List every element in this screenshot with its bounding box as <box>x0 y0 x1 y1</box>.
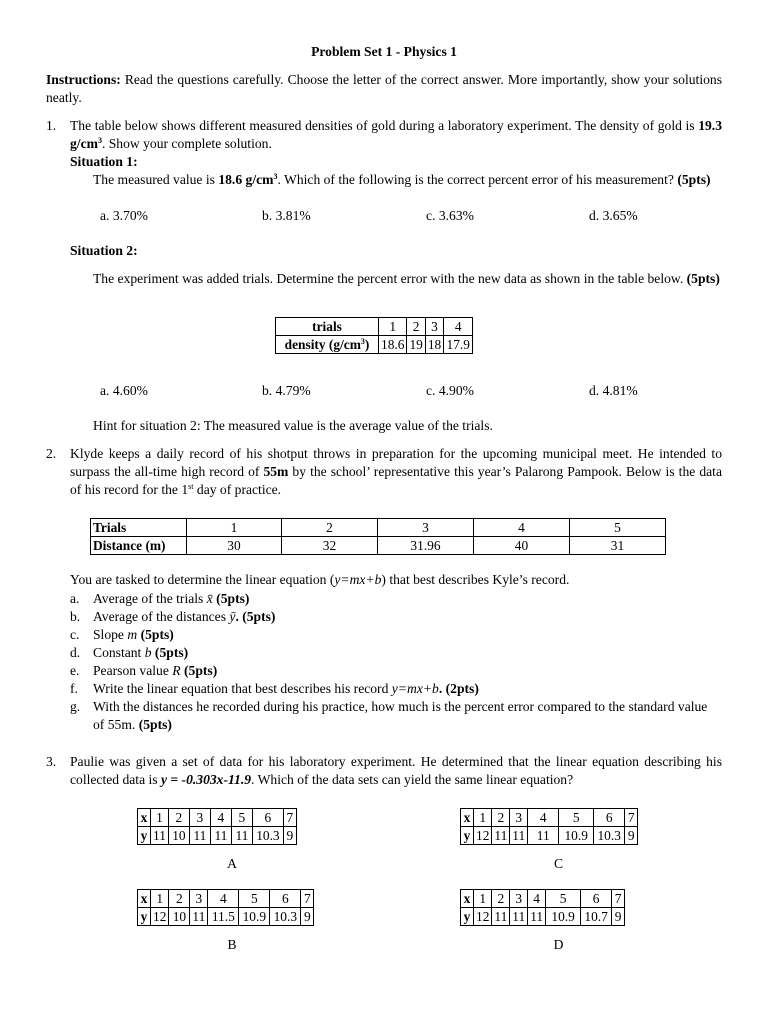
table-cell: 4 <box>474 519 570 537</box>
table-row <box>461 890 625 908</box>
table-cell: 10 <box>168 827 189 845</box>
table-cell: 1 <box>151 890 169 908</box>
table-cell: 7 <box>301 890 314 908</box>
table-cell: 5 <box>559 809 594 827</box>
table-cell: 2 <box>168 809 189 827</box>
data-set-d-table <box>460 889 625 926</box>
q1-number: 1. <box>46 118 57 133</box>
table-cell: 4 <box>208 890 239 908</box>
gold-density: 19.3 $g/cm^3$ <box>70 118 722 151</box>
q3-intro: Paulie was given a set of data for his laboratory experiment. He determined that the linear equation describing his collected data is y = -0.303x-11.9. Which of the data sets can yield the same linear equation? <box>70 754 722 787</box>
density-header: density $(g/cm^3)$ <box>276 336 379 354</box>
table-cell: 3 <box>425 318 443 336</box>
q1-intro <box>70 117 722 153</box>
trials-header: Trials <box>91 519 187 537</box>
table-cell: 11 <box>492 827 510 845</box>
table-cell: 9 <box>283 827 296 845</box>
table-cell: 31 <box>570 537 666 555</box>
x-label: x <box>138 890 151 908</box>
situation2-option-c[interactable]: c. 4.90% <box>426 383 474 398</box>
data-set-c-label[interactable]: C <box>553 856 564 871</box>
table-row <box>276 318 473 336</box>
table-cell: 31.96 <box>378 537 474 555</box>
table-cell: 5 <box>546 890 581 908</box>
table-cell: 11 <box>231 827 252 845</box>
table-cell: 9 <box>301 908 314 926</box>
table-cell: 32 <box>282 537 378 555</box>
table-cell: 10.9 <box>546 908 581 926</box>
instructions-text: Read the questions carefully. Choose the letter of the correct answer. More importantly, show your solutions neatly. <box>46 72 722 105</box>
x-label: x <box>461 809 474 827</box>
list-item: c. Slope m (5pts) <box>70 627 174 642</box>
table-cell: 5 <box>570 519 666 537</box>
table-cell: 6 <box>252 809 283 827</box>
table-row <box>91 537 666 555</box>
table-cell: 10.9 <box>559 827 594 845</box>
table-cell: 12 <box>474 827 492 845</box>
table-cell: 3 <box>510 890 528 908</box>
table-cell: 5 <box>231 809 252 827</box>
table-cell: 1 <box>151 809 169 827</box>
table-row <box>138 809 297 827</box>
table-cell: 5 <box>239 890 270 908</box>
table-cell: 1 <box>379 318 407 336</box>
list-item: f. Write the linear equation that best describes his record y=mx+b. (2pts) <box>70 681 479 696</box>
x-label: x <box>138 809 151 827</box>
list-item: d. Constant b (5pts) <box>70 645 189 660</box>
y-label: y <box>138 908 151 926</box>
data-set-a-label[interactable]: A <box>227 856 237 871</box>
y-label: y <box>138 827 151 845</box>
table-cell: 9 <box>612 908 625 926</box>
q2-task: You are tasked to determine the linear equation (y=mx+b) that best describes Kyle’s record. <box>70 572 570 587</box>
q1-intro-text: The table below shows different measured densities of gold during a laboratory experiment. The density of gold is <box>70 118 699 133</box>
table-cell: 11 <box>190 908 208 926</box>
q2-items <box>70 590 722 734</box>
data-set-b-table <box>137 889 314 926</box>
table-row <box>138 908 314 926</box>
table-cell: 11 <box>492 908 510 926</box>
table-cell: 6 <box>581 890 612 908</box>
situation1-option-d[interactable]: d. 3.65% <box>589 208 638 223</box>
y-label: y <box>461 827 474 845</box>
table-cell: 1 <box>474 809 492 827</box>
data-set-d-label[interactable]: D <box>553 937 564 952</box>
x-label: x <box>461 890 474 908</box>
table-cell: 18.6 <box>379 336 407 354</box>
situation2-text: The experiment was added trials. Determine the percent error with the new data as shown in the table below. (5pts) <box>93 271 720 286</box>
instructions-label: Instructions: <box>46 72 121 87</box>
table-cell: 3 <box>190 890 208 908</box>
table-row <box>276 336 473 354</box>
table-cell: 11.5 <box>208 908 239 926</box>
situation1-option-c[interactable]: c. 3.63% <box>426 208 474 223</box>
table-cell: 6 <box>270 890 301 908</box>
distance-table <box>90 518 666 555</box>
table-cell: 3 <box>189 809 210 827</box>
table-cell: 9 <box>625 827 638 845</box>
table-cell: 10.3 <box>270 908 301 926</box>
situation1-text: The measured value is 18.6 $g/cm^3$. Which of the following is the correct percent error of his measurement? (5pts) <box>93 172 711 187</box>
table-cell: 19 <box>407 336 425 354</box>
table-cell: 3 <box>378 519 474 537</box>
table-cell: 1 <box>474 890 492 908</box>
table-cell: 2 <box>492 890 510 908</box>
table-cell: 11 <box>528 908 546 926</box>
table-cell: 4 <box>528 890 546 908</box>
table-cell: 7 <box>625 809 638 827</box>
table-cell: 17.9 <box>444 336 473 354</box>
page-title: Problem Set 1 - Physics 1 <box>311 44 457 59</box>
situation1-option-b[interactable]: b. 3.81% <box>262 208 311 223</box>
table-cell: 18 <box>425 336 443 354</box>
q3-number: 3. <box>46 754 57 769</box>
table-cell: 6 <box>594 809 625 827</box>
table-cell: 4 <box>210 809 231 827</box>
table-cell: 12 <box>151 908 169 926</box>
table-cell: 2 <box>282 519 378 537</box>
table-cell: 30 <box>187 537 282 555</box>
table-cell: 2 <box>492 809 510 827</box>
table-row <box>138 827 297 845</box>
table-cell: 7 <box>612 890 625 908</box>
table-cell: 40 <box>474 537 570 555</box>
table-cell: 7 <box>283 809 296 827</box>
table-row <box>461 908 625 926</box>
instructions <box>46 71 722 107</box>
data-set-a-table <box>137 808 297 845</box>
table-cell: 1 <box>187 519 282 537</box>
situation2-option-d[interactable]: d. 4.81% <box>589 383 638 398</box>
table-cell: 12 <box>474 908 492 926</box>
table-cell: 11 <box>151 827 169 845</box>
table-cell: 10 <box>169 908 190 926</box>
trials-header: trials <box>276 318 379 336</box>
table-cell: 11 <box>528 827 559 845</box>
y-label: y <box>461 908 474 926</box>
data-set-b-label[interactable]: B <box>227 937 237 952</box>
situation2-option-a[interactable]: a. 4.60% <box>100 383 148 398</box>
list-item: e. Pearson value R (5pts) <box>70 663 218 678</box>
q2-number: 2. <box>46 446 57 461</box>
table-cell: 4 <box>528 809 559 827</box>
q2-intro: Klyde keeps a daily record of his shotput throws in preparation for the upcoming municipal meet. He intended to surpass the all-time high record of 55m by the school’ representative this year’s Palarong Pampook. Below is the data of his record for the 1st day of practice. <box>70 446 722 497</box>
table-cell: 11 <box>189 827 210 845</box>
table-cell: 10.3 <box>252 827 283 845</box>
table-cell: 2 <box>407 318 425 336</box>
situation2-label: Situation 2: <box>70 243 138 258</box>
table-cell: 11 <box>210 827 231 845</box>
list-item: b. Average of the distances ȳ. (5pts) <box>70 609 276 624</box>
list-item: a. Average of the trials x̄ (5pts) <box>70 591 250 606</box>
situation2-hint: Hint for situation 2: The measured value is the average value of the trials. <box>93 418 493 433</box>
table-cell: 10.7 <box>581 908 612 926</box>
data-set-c-table <box>460 808 638 845</box>
table-cell: 10.3 <box>594 827 625 845</box>
table-cell: 2 <box>169 890 190 908</box>
list-item: g. With the distances he recorded during his practice, how much is the percent error compared to the standard value of 55m. (5pts) <box>70 699 708 732</box>
density-table <box>275 317 473 354</box>
table-cell: 3 <box>510 809 528 827</box>
table-cell: 10.9 <box>239 908 270 926</box>
distance-header: Distance (m) <box>91 537 187 555</box>
table-cell: 11 <box>510 908 528 926</box>
table-cell: 4 <box>444 318 473 336</box>
table-cell: 11 <box>510 827 528 845</box>
table-row <box>461 809 638 827</box>
table-row <box>461 827 638 845</box>
table-row <box>138 890 314 908</box>
table-row <box>91 519 666 537</box>
situation1-option-a[interactable]: a. 3.70% <box>100 208 148 223</box>
situation2-option-b[interactable]: b. 4.79% <box>262 383 311 398</box>
situation1-label: Situation 1: <box>70 154 138 169</box>
q1-intro-text-end: . Show your complete solution. <box>101 136 272 151</box>
